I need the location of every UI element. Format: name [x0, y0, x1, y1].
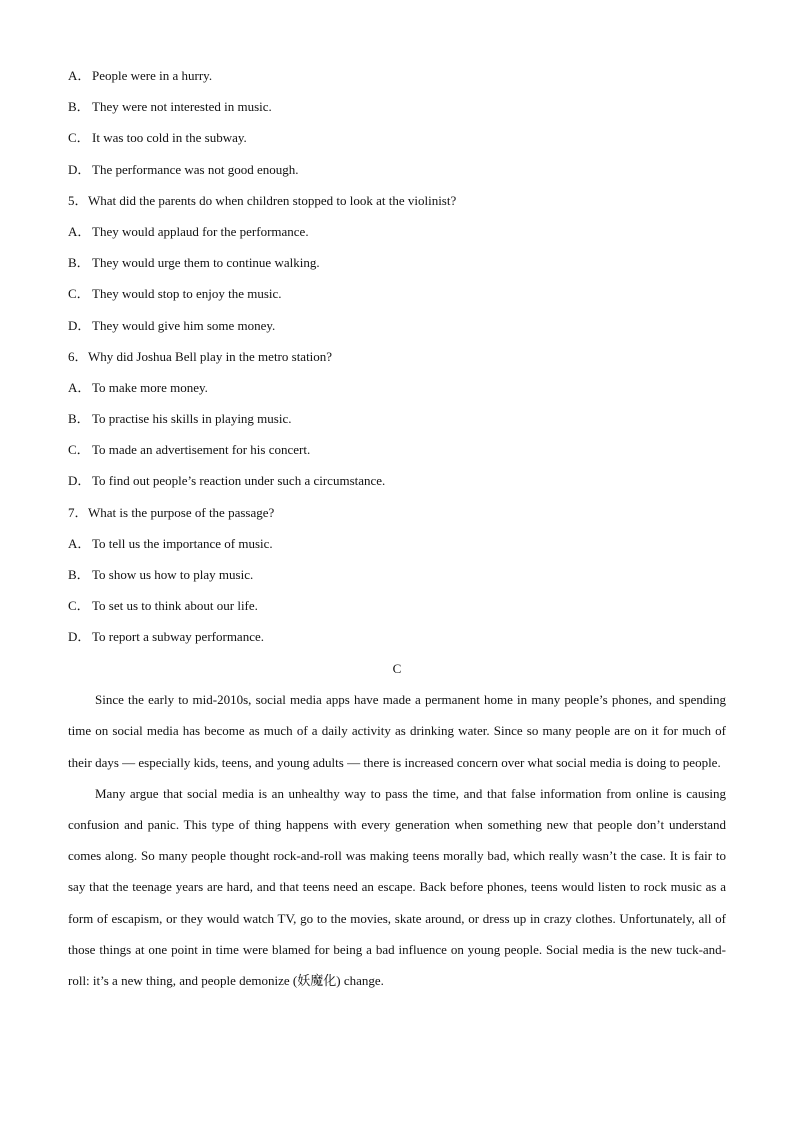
q7-option-d: [68, 627, 726, 658]
option-letter: B．: [68, 255, 90, 271]
option-text: They would urge them to continue walking.: [92, 255, 320, 271]
option-text: To report a subway performance.: [92, 629, 264, 645]
q7-stem: [68, 503, 726, 534]
question-7: [68, 503, 726, 659]
option-text: They were not interested in music.: [92, 99, 272, 115]
q6-option-c: [68, 440, 726, 471]
option-letter: C．: [68, 286, 90, 302]
q6-option-d: [68, 471, 726, 502]
question-number: 6．: [68, 348, 88, 364]
q4-option-d: [68, 160, 726, 191]
option-letter: C．: [68, 598, 90, 614]
option-text: To show us how to play music.: [92, 567, 254, 582]
q5-option-a: [68, 222, 726, 253]
option-text: They would applaud for the performance.: [92, 223, 309, 239]
question-6: [68, 347, 726, 503]
option-letter: B．: [68, 567, 90, 582]
paragraph-2: Many argue that social media is an unhealthy way to pass the time, and that false information from online is causing confusion and panic. This type of thing happens with every generation when something new that people don’t understand comes along. So many people thought rock-and-roll was making teens morally bad, which really wasn’t the case. It is fair to say that the teenage years are hard, and that teens need an escape. Back before phones, teens would listen to rock music as a form of escapism, or they would watch TV, go to the movies, skate around, or dress up in crazy clothes. Unfortunately, all of those things at one point in time were blamed for being a bad influence on young people. Social media is the new tuck-and-roll: it’s a new thing, and people demonize (妖魔化) change.: [68, 785, 726, 988]
option-text: It was too cold in the subway.: [92, 130, 247, 146]
option-letter: C．: [68, 442, 90, 458]
q4-options: [68, 66, 726, 191]
option-letter: B．: [68, 411, 90, 427]
option-text: The performance was not good enough.: [92, 161, 299, 177]
option-letter: B．: [68, 99, 90, 115]
section-title: C: [392, 660, 402, 676]
option-letter: D．: [68, 473, 91, 489]
q4-option-b: [68, 97, 726, 128]
question-number: 7．: [68, 504, 88, 520]
q6-stem: [68, 347, 726, 378]
option-text: To practise his skills in playing music.: [92, 411, 292, 427]
question-text: What did the parents do when children stopped to look at the violinist?: [88, 192, 457, 208]
q5-stem: [68, 191, 726, 222]
q7-option-a: [68, 534, 726, 565]
question-5: [68, 191, 726, 347]
q4-option-a: [68, 66, 726, 97]
option-text: They would give him some money.: [92, 317, 276, 333]
paragraph-1: Since the early to mid-2010s, social media apps have made a permanent home in many people’s phones, and spending time on social media has become as much of a daily activity as drinking water. Since so many people are on it for much of their days — especially kids, teens, and young adults — there is increased concern over what social media is doing to people.: [68, 692, 726, 770]
option-letter: A．: [68, 379, 91, 395]
q5-option-b: [68, 253, 726, 284]
option-text: They would stop to enjoy the music.: [92, 286, 282, 302]
q6-option-b: [68, 409, 726, 440]
section-c: [68, 659, 726, 997]
q5-option-d: [68, 316, 726, 347]
option-letter: D．: [68, 317, 91, 333]
q7-option-c: [68, 596, 726, 627]
option-letter: A．: [68, 68, 91, 83]
option-text: People were in a hurry.: [92, 68, 213, 83]
option-text: To make more money.: [92, 379, 208, 395]
option-letter: A．: [68, 223, 91, 239]
option-text: To tell us the importance of music.: [92, 535, 273, 551]
option-letter: D．: [68, 161, 91, 177]
question-text: What is the purpose of the passage?: [88, 504, 275, 520]
option-letter: C．: [68, 130, 90, 146]
q7-option-b: [68, 565, 726, 596]
option-text: To set us to think about our life.: [92, 598, 258, 614]
question-text: Why did Joshua Bell play in the metro station?: [88, 348, 333, 364]
option-text: To made an advertisement for his concert.: [92, 442, 311, 458]
question-number: 5．: [68, 192, 88, 208]
option-text: To find out people’s reaction under such a circumstance.: [92, 473, 386, 489]
option-letter: A．: [68, 535, 91, 551]
q4-option-c: [68, 128, 726, 159]
q5-option-c: [68, 284, 726, 315]
q6-option-a: [68, 378, 726, 409]
option-letter: D．: [68, 629, 91, 645]
